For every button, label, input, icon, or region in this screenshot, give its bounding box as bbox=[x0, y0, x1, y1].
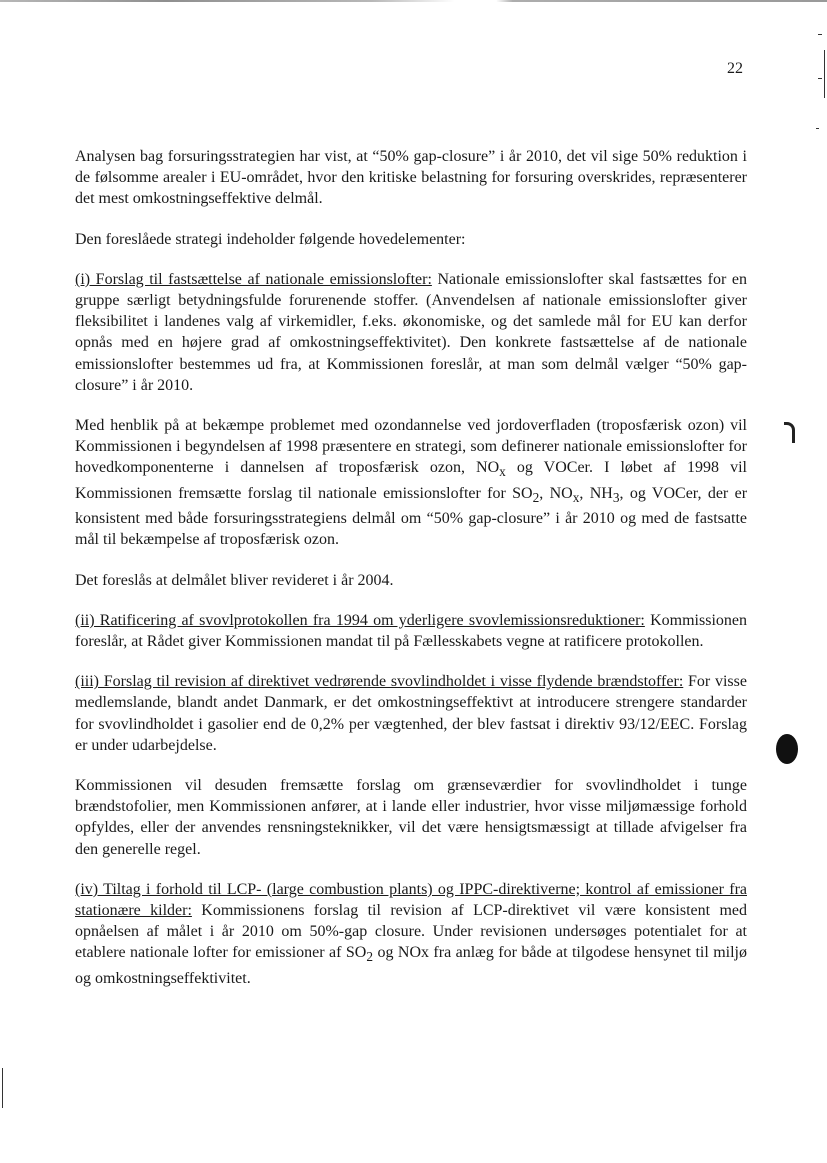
page-number: 22 bbox=[727, 60, 743, 77]
section-text-i: Nationale emissionslofter skal fastsættes for en gruppe særligt betydningsfulde forurenende stoffer. (Anvendelsen af nationale emissionslofter giver fleksibilitet i landenes valg af virkemidler, f.eks. økonomiske, og det samlede mål for EU kan derfor opnås med en højere grad af omkostningseffektivitet). Den konkrete fastsættelse af de nationale emissionslofter bestemmes ud fra, at Kommissionen foreslår, at man som delmål vælger “50% gap-closure” i år 2010. bbox=[75, 270, 747, 394]
margin-mark bbox=[824, 50, 825, 98]
bracket-mark bbox=[784, 422, 795, 443]
section-heading-iv: (iv) Tiltag i forhold til LCP- (large combustion plants) og IPPC-direktiverne; kontrol af emissioner fra stationære kilder: bbox=[75, 880, 747, 920]
margin-mark bbox=[2, 1068, 3, 1108]
paragraph-main-elements: Den foreslåede strategi indeholder følgende hovedelementer: bbox=[75, 230, 466, 248]
document-body bbox=[75, 146, 747, 1008]
section-heading-i: (i) Forslag til fastsættelse af nationale emissionslofter: bbox=[75, 270, 432, 288]
section-text-iii: For visse medlemslande, blandt andet Danmark, er det omkostningseffektivt at introducere strengere standarder for svovlindholdet i gasolier end de 0,2% per vægtenhed, der blev fastsat i direktiv 93/12/EEC. Forslag er under udarbejdelse. bbox=[75, 673, 747, 754]
punch-hole bbox=[776, 734, 798, 764]
paragraph-ratification bbox=[75, 610, 747, 652]
section-heading-ii: (ii) Ratificering af svovlprotokollen fra 1994 om yderligere svovlemissionsreduktioner: bbox=[75, 611, 645, 629]
margin-mark bbox=[816, 128, 819, 129]
paragraph-sulphur-fuels bbox=[75, 671, 747, 756]
paragraph-ozon: Med henblik på at bekæmpe problemet med ozondannelse ved jordoverfladen (troposfærisk ozon) vil Kommissionen i begyndelsen af 1998 præsentere en strategi, som definerer nationale emissionslofter for hovedkomponenterne i dannelsen af troposfærisk ozon, $NO_x$ og VOCer. I løbet af 1998 vil Kommissionen fremsætte forslag til nationale emissionslofter for $SO_2$, $NO_x$, $NH_3$, og VOCer, der er konsistent med både forsuringsstrategiens delmål om “50% gap-closure” i år 2010 og med de fastsatte mål til bekæmpelse af troposfærisk ozon. bbox=[75, 417, 748, 549]
margin-mark bbox=[818, 78, 822, 79]
paragraph-heavy-fuel-oils: Kommissionen vil desuden fremsætte forslag om grænseværdier for svovlindholdet i tunge brændstofolier, men Kommissionen anfører, at i lande eller industrier, hvor visse miljømæssige forhold opfyldes, eller der anvendes rensningsteknikker, vil det være hensigtsmæssigt at tillade afvigelser fra den generelle regel. bbox=[75, 777, 747, 858]
paragraph-revision: Det foreslås at delmålet bliver revideret i år 2004. bbox=[75, 571, 394, 589]
margin-mark bbox=[818, 34, 822, 35]
paragraph-intro: Analysen bag forsuringsstrategien har vist, at “50% gap-closure” i år 2010, det vil sige 50% reduktion i de følsomme arealer i EU-området, hvor den kritiske belastning for forsuring overskrides, repræsenterer det mest omkostningseffektive delmål. bbox=[75, 148, 747, 208]
paragraph-lcp-ippc: (iv) Tiltag i forhold til LCP- (large combustion plants) og IPPC-direktiverne; kontrol af emissioner fra stationære kilder: Kommissionens forslag til revision af LCP-direktivet vil være konsistent med opnåelsen af målet i år 2010 om 50%-gap closure. Under revisionen undersøges potentialet for at etablere nationale lofter for emissioner af $SO_2$ og NOx fra anlæg for både at tilgodese hensynet til miljø og omkostningseffektivitet. bbox=[75, 880, 748, 987]
paragraph-emission-ceilings bbox=[75, 269, 747, 396]
section-heading-iii: (iii) Forslag til revision af direktivet vedrørende svovlindholdet i visse flydende brændstoffer: bbox=[75, 673, 684, 691]
scan-edge-line bbox=[0, 0, 827, 2]
section-text-ii: Kommissionen foreslår, at Rådet giver Kommissionen mandat til på Fællesskabets vegne at ratificere protokollen. bbox=[75, 611, 747, 651]
